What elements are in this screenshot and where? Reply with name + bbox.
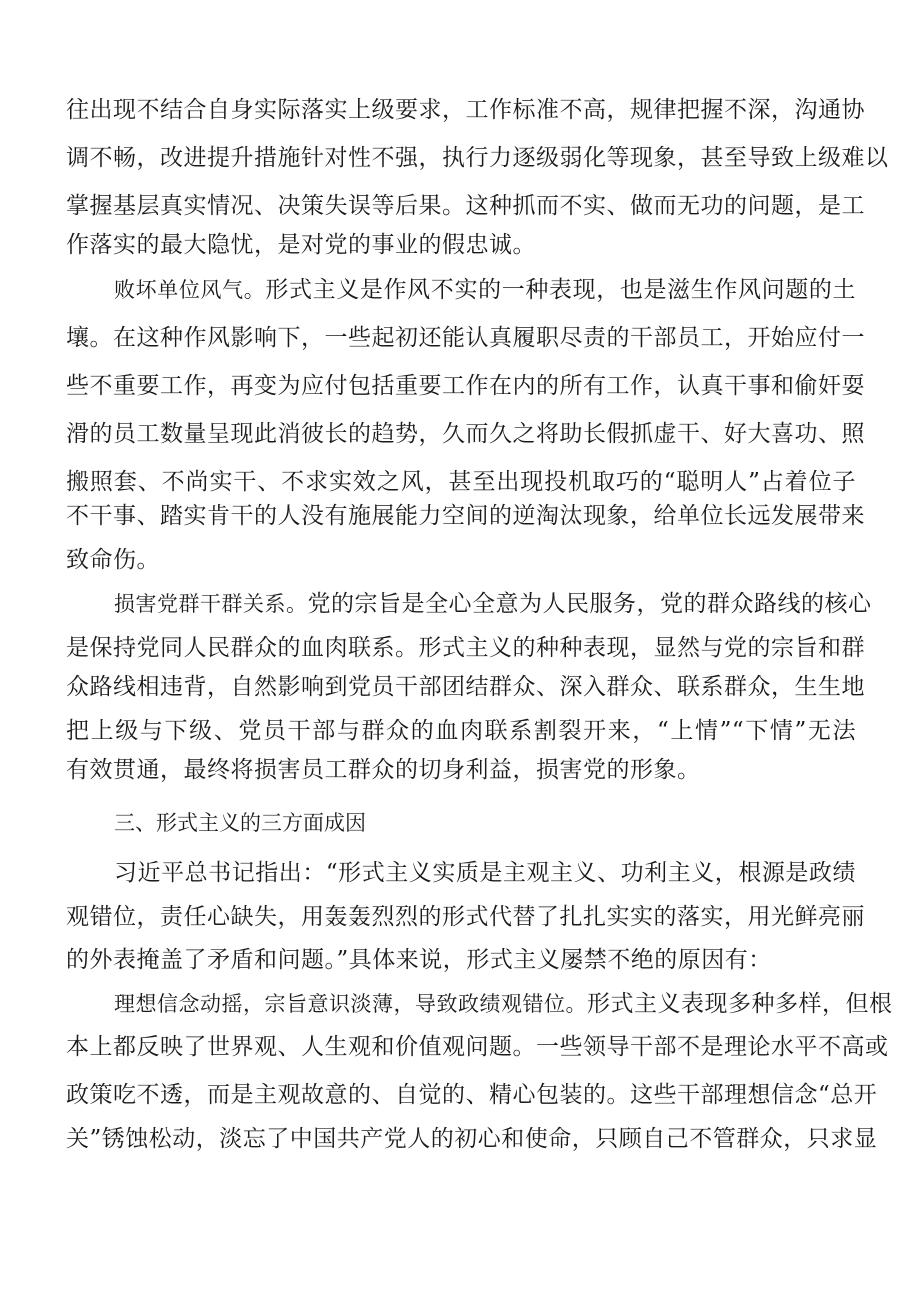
paragraph-line: 不干事、踏实肯干的人没有施展能力空间的逆淘汰现象，给单位长远发展带来	[66, 503, 865, 529]
paragraph-line: 搬照套、不尚实干、不求实效之风，甚至出现投机取巧的“聪明人”占着位子	[66, 469, 856, 495]
paragraph-line: 作落实的最大隐忧，是对党的事业的假忠诚。	[66, 232, 536, 258]
paragraph-line: 观错位，责任心缺失，用轰轰烈烈的形式代替了扎扎实实的落实，用光鲜亮丽	[66, 904, 865, 930]
paragraph-line: 壤。在这种作风影响下，一些起初还能认真履职尽责的干部员工，开始应付一	[66, 325, 865, 351]
paragraph-line: 致命伤。	[66, 547, 160, 573]
paragraph-line: 调不畅，改进提升措施针对性不强，执行力逐级弱化等现象，甚至导致上级难以	[66, 145, 889, 171]
paragraph-line: 众路线相违背，自然影响到党员干部团结群众、深入群众、联系群众，生生地	[66, 674, 865, 700]
paragraph-line: 掌握基层真实情况、决策失误等后果。这种抓而不实、做而无功的问题，是工	[66, 193, 865, 219]
paragraph-line: 滑的员工数量呈现此消彼长的趋势，久而久之将助长假抓虚干、好大喜功、照	[66, 421, 865, 447]
paragraph-first-line	[114, 584, 872, 624]
paragraph-line: 的外表掩盖了矛盾和问题。”具体来说，形式主义屡禁不绝的原因有：	[66, 947, 772, 973]
section-heading: 三、形式主义的三方面成因	[114, 811, 366, 835]
paragraph-text: 形式主义是作风不实的一种表现，也是滋生作风问题的土	[265, 277, 857, 303]
paragraph-line: 往出现不结合自身实际落实上级要求，工作标准不高，规律把握不深，沟通协	[66, 97, 865, 123]
paragraph-line: 关”锈蚀松动，淡忘了中国共产党人的初心和使命，只顾自己不管群众，只求显	[66, 1126, 878, 1152]
paragraph-line: 是保持党同人民群众的血肉联系。形式主义的种种表现，显然与党的宗旨和群	[66, 635, 865, 661]
paragraph-lead-phrase: 理想信念动摇，宗旨意识淡薄，导致政绩观错位。	[114, 992, 587, 1016]
paragraph-lead-phrase: 败坏单位风气。	[114, 278, 266, 302]
paragraph-line: 本上都反映了世界观、人生观和价值观问题。一些领导干部不是理论水平不高或	[66, 1034, 889, 1060]
paragraph-line: 有效贯通，最终将损害员工群众的切身利益，损害党的形象。	[66, 757, 701, 783]
paragraph-first-line	[114, 984, 893, 1024]
paragraph-line: 把上级与下级、党员干部与群众的血肉联系割裂开来，“上情”“下情”无法	[66, 718, 856, 744]
paragraph-line: 些不重要工作，再变为应付包括重要工作在内的所有工作，认真干事和偷奸耍	[66, 373, 865, 399]
paragraph-lead-phrase: 损害党群干群关系。	[114, 592, 308, 616]
paragraph-line: 政策吃不透，而是主观故意的、自觉的、精心包装的。这些干部理想信念“总开	[66, 1082, 878, 1108]
paragraph-first-line	[114, 270, 856, 310]
paragraph-first-line: 习近平总书记指出：“形式主义实质是主观主义、功利主义，根源是政绩	[114, 860, 856, 886]
paragraph-text: 形式主义表现多种多样，但根	[587, 991, 893, 1017]
paragraph-text: 党的宗旨是全心全意为人民服务，党的群众路线的核心	[307, 591, 872, 617]
